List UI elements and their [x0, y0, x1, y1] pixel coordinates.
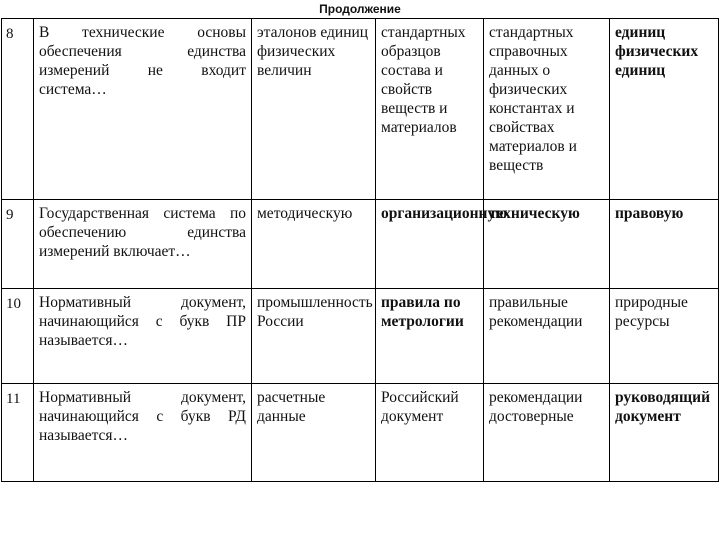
answer-d-cell: правовую [610, 200, 719, 289]
row-number: 11 [2, 384, 34, 482]
answer-b-cell: правила по метрологии [376, 289, 484, 384]
answer-c-cell: правильные рекомендации [484, 289, 610, 384]
continuation-caption: Продолжение [319, 2, 401, 16]
answer-c-cell: техническую [484, 200, 610, 289]
row-number: 10 [2, 289, 34, 384]
answer-c-cell: рекомендации достоверные [484, 384, 610, 482]
row-number: 8 [2, 19, 34, 200]
answer-a-cell: промышленность России [252, 289, 376, 384]
table-row [2, 200, 719, 289]
answer-b-cell: организационную [376, 200, 484, 289]
test-table [1, 18, 719, 482]
question-cell: Государственная система по обеспечению единства измерений включает… [34, 200, 252, 289]
answer-d-cell: руководящий документ [610, 384, 719, 482]
answer-b-cell: стандартных образцов состава и свойств веществ и материалов [376, 19, 484, 200]
answer-d-cell: единиц физических единиц [610, 19, 719, 200]
table-row [2, 384, 719, 482]
question-cell: В технические основы обеспечения единства измерений не входит система… [34, 19, 252, 200]
row-number: 9 [2, 200, 34, 289]
answer-c-cell: стандартных справочных данных о физических константах и свойствах материалов и веществ [484, 19, 610, 200]
answer-a-cell: эталонов единиц физических величин [252, 19, 376, 200]
table-row [2, 289, 719, 384]
table-row [2, 19, 719, 200]
question-cell: Нормативный документ, начинающийся с букв ПР называется… [34, 289, 252, 384]
question-cell: Нормативный документ, начинающийся с букв РД называется… [34, 384, 252, 482]
answer-a-cell: методическую [252, 200, 376, 289]
answer-d-cell: природные ресурсы [610, 289, 719, 384]
answer-a-cell: расчетные данные [252, 384, 376, 482]
answer-b-cell: Российский документ [376, 384, 484, 482]
